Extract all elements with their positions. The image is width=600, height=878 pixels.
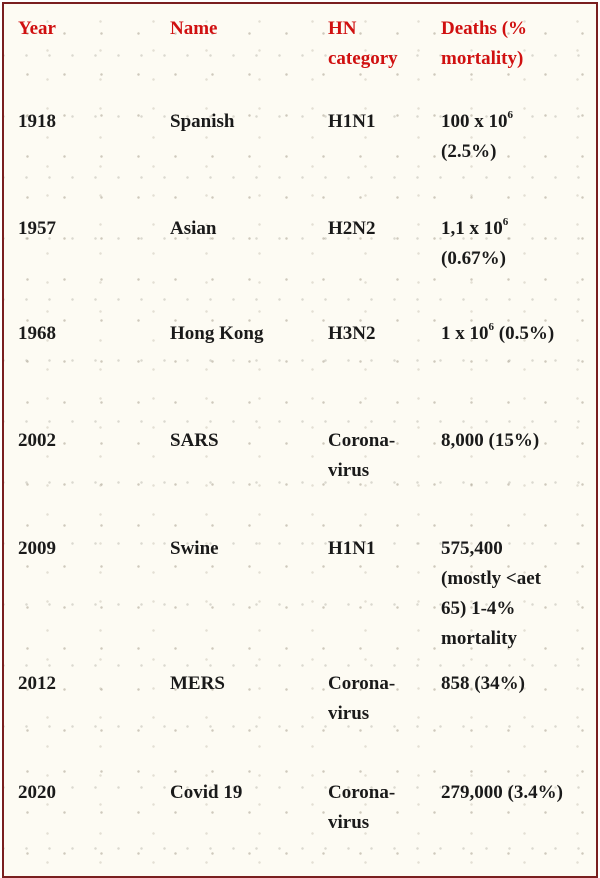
row-2009-year: 2009 [18, 538, 56, 559]
header-hn-line2: category [328, 48, 398, 69]
pandemic-table [2, 2, 598, 878]
row-2009-hn: H1N1 [328, 538, 376, 559]
row-1918-deaths-line2: (2.5%) [441, 141, 497, 162]
row-2020-deaths: 279,000 (3.4%) [441, 782, 563, 803]
row-2012-hn-line1: Corona- [328, 673, 396, 694]
header-year: Year [18, 18, 56, 39]
header-hn-line1: HN [328, 18, 357, 39]
row-2020-hn-line1: Corona- [328, 782, 396, 803]
row-2009-deaths-line3: 65) 1-4% [441, 598, 516, 619]
row-2020-year: 2020 [18, 782, 56, 803]
row-2009-deaths-line4: mortality [441, 628, 517, 649]
row-2002-year: 2002 [18, 430, 56, 451]
row-1968-deaths: 1 x $10^6$ (0.5%) [441, 320, 555, 344]
row-2012-year: 2012 [18, 673, 56, 694]
row-2012-name: MERS [170, 673, 225, 694]
header-deaths-line1: Deaths (% [441, 18, 528, 39]
row-2002-hn-line2: virus [328, 460, 370, 481]
row-1918-deaths: 100 x $10^6$ [441, 108, 513, 132]
row-2002-deaths: 8,000 (15%) [441, 430, 540, 451]
row-1918-name: Spanish [170, 111, 235, 132]
row-2020-name: Covid 19 [170, 782, 243, 803]
row-1957-deaths: 1,1 x $10^6$ [441, 215, 509, 239]
row-2020-hn-line2: virus [328, 812, 370, 833]
row-2012-hn-line2: virus [328, 703, 370, 724]
row-2009-deaths-line2: (mostly <aet [441, 568, 541, 589]
row-1918-year: 1918 [18, 111, 56, 132]
header-name: Name [170, 18, 218, 39]
row-1918-hn: H1N1 [328, 111, 376, 132]
row-1957-deaths-line2: (0.67%) [441, 248, 506, 269]
row-2009-name: Swine [170, 538, 219, 559]
row-1968-hn: H3N2 [328, 323, 376, 344]
row-2002-name: SARS [170, 430, 219, 451]
row-1968-year: 1968 [18, 323, 56, 344]
row-2009-deaths-line1: 575,400 [441, 538, 503, 559]
row-1957-hn: H2N2 [328, 218, 376, 239]
row-1968-name: Hong Kong [170, 323, 264, 344]
row-1957-year: 1957 [18, 218, 56, 239]
header-deaths-line2: mortality) [441, 48, 524, 69]
row-2002-hn-line1: Corona- [328, 430, 396, 451]
row-2012-deaths: 858 (34%) [441, 673, 525, 694]
row-1957-name: Asian [170, 218, 217, 239]
